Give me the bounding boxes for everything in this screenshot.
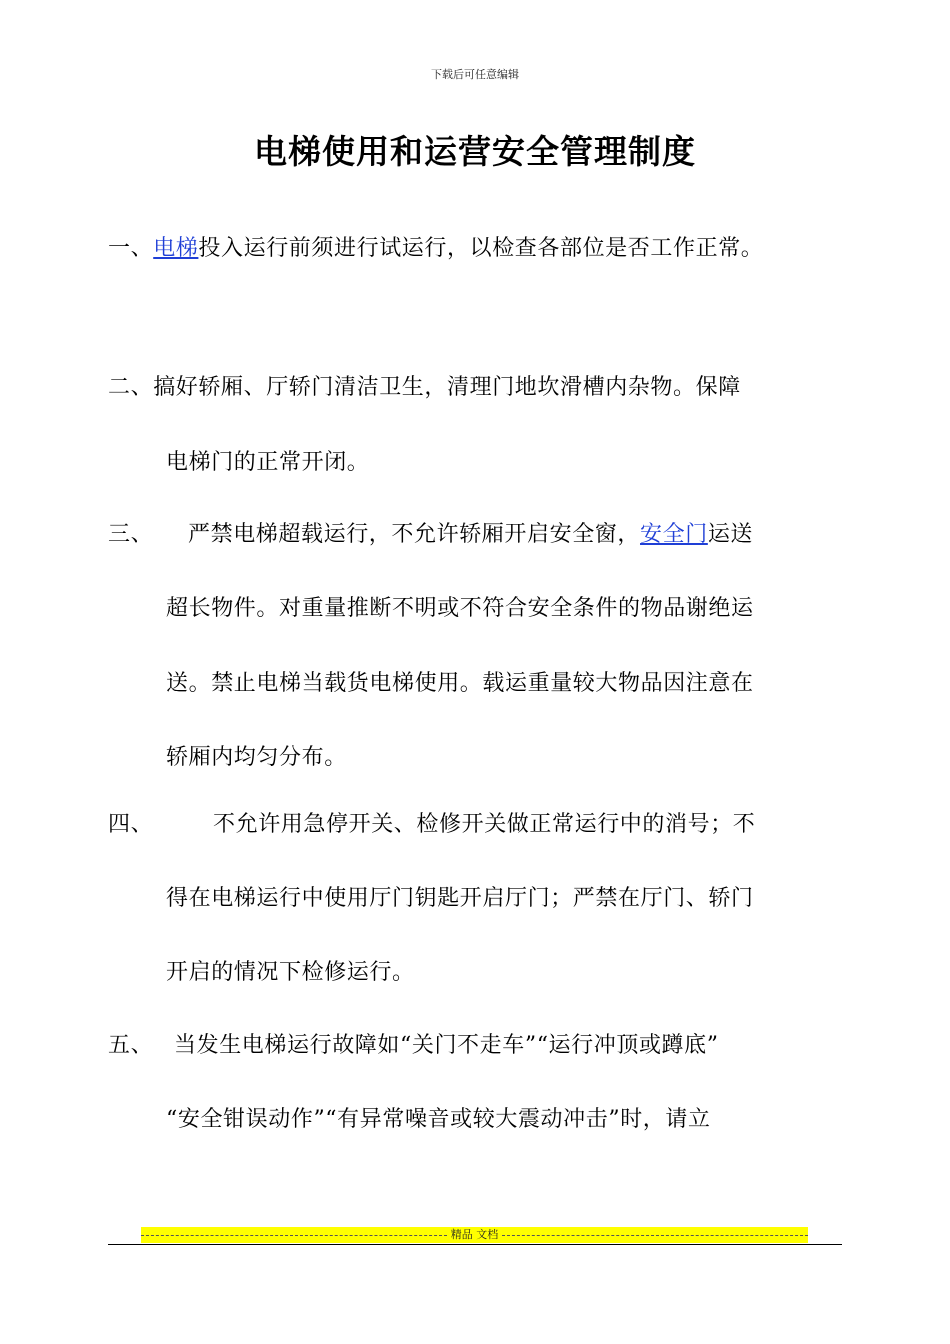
item-4-line-2: 得在电梯运行中使用厅门钥匙开启厅门；严禁在厅门、轿门 (166, 886, 754, 911)
item-3-number: 三、 (108, 522, 154, 547)
item-4-number: 四、 (108, 812, 154, 837)
item-5-line-2: “安全钳误动作”“有异常噪音或较大震动冲击”时，请立 (166, 1107, 711, 1132)
header-note: 下载后可任意编辑 (431, 68, 519, 81)
item-3-line-4: 轿厢内均匀分布。 (166, 745, 347, 770)
item-4-line-3: 开启的情况下检修运行。 (166, 960, 415, 985)
item-2-line-2: 电梯门的正常开闭。 (166, 450, 370, 475)
document-title: 电梯使用和运营安全管理制度 (254, 132, 696, 171)
footer-label: 精品 文档 (450, 1228, 499, 1241)
item-4-line-1: 不允许用急停开关、检修开关做正常运行中的消号；不 (213, 812, 756, 837)
item-2-text-1: 搞好轿厢、厅轿门清洁卫生，清理门地坎滑槽内杂物。保障 (153, 375, 741, 400)
item-1-line-1 (108, 234, 763, 264)
item-3-line-1 (188, 520, 753, 550)
item-3-text-after-link: 运送 (707, 522, 754, 547)
item-3-text-before-link: 严禁电梯超载运行，不允许轿厢开启安全窗， (188, 522, 641, 547)
item-1-text: 投入运行前须进行试运行，以检查各部位是否工作正常。 (198, 236, 764, 261)
item-3-line-3: 送。禁止电梯当载货电梯使用。载运重量较大物品因注意在 (166, 671, 754, 696)
footer-banner (141, 1227, 808, 1243)
item-3-line-2: 超长物件。对重量推断不明或不符合安全条件的物品谢绝运 (166, 596, 754, 621)
safety-door-link[interactable]: 安全门 (640, 522, 708, 547)
item-2-line-1 (108, 373, 741, 403)
item-2-number: 二、 (108, 375, 154, 400)
elevator-link[interactable]: 电梯 (153, 236, 199, 261)
footer-dash-left (141, 1235, 447, 1236)
footer-rule (108, 1244, 842, 1245)
item-5-line-1: 当发生电梯运行故障如“关门不走车”“运行冲顶或蹲底” (174, 1033, 719, 1058)
footer-dash-right (502, 1235, 808, 1236)
item-5-number: 五、 (108, 1033, 154, 1058)
item-1-number: 一、 (108, 236, 154, 261)
